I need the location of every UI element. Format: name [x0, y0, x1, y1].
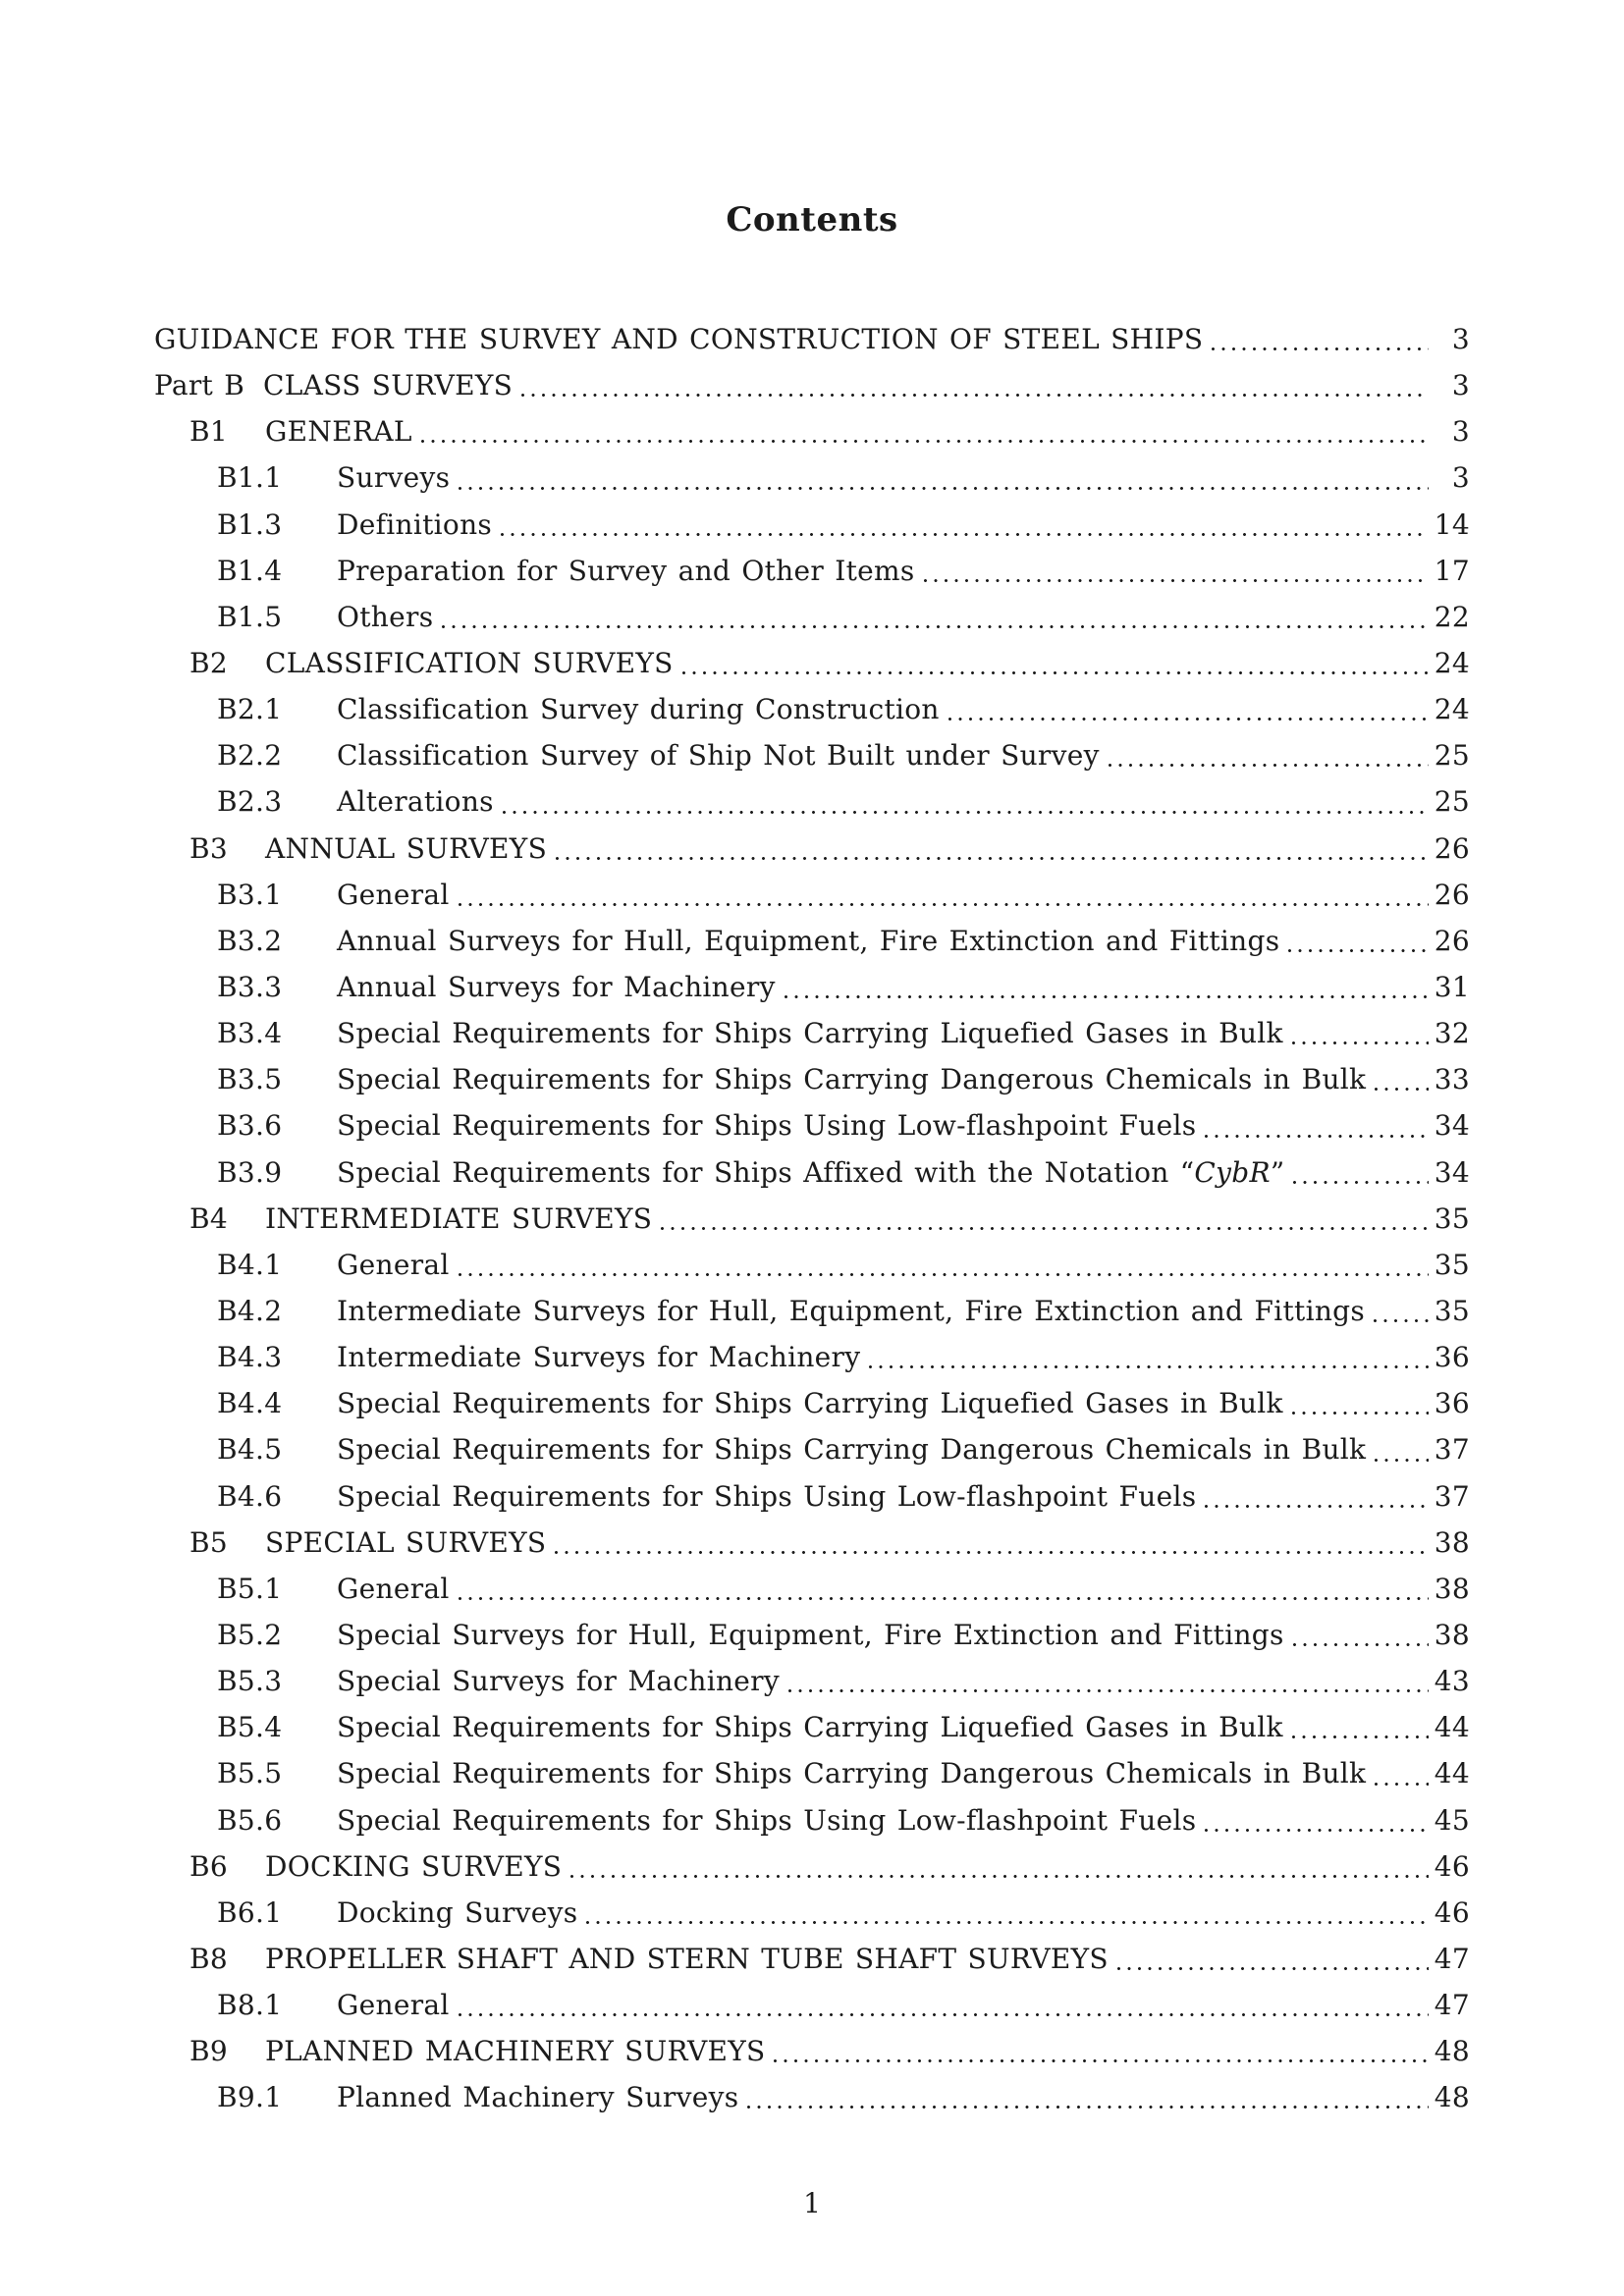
- dot-leader: [1374, 1288, 1429, 1334]
- toc-entry-title: [337, 1566, 450, 1612]
- toc-entry-number: B1.1: [217, 461, 283, 495]
- toc-entry-page: 37: [1434, 1433, 1470, 1467]
- toc-entry: [154, 594, 1470, 640]
- toc-entry-title: [337, 502, 492, 548]
- toc-entry-page: 35: [1434, 1201, 1470, 1235]
- toc-entry: [154, 640, 1470, 686]
- toc-entry-number: B3.1: [217, 878, 283, 911]
- toc-entry-title-text: Special Requirements for Ships Using Low-flashpoint Fuels: [337, 1803, 1197, 1837]
- toc-entry-number: B1.3: [217, 507, 283, 541]
- toc-entry-page: 36: [1434, 1341, 1470, 1374]
- toc-entry-page: 26: [1434, 924, 1470, 957]
- toc-entry-number: B4: [189, 1201, 228, 1235]
- toc-entry-title-text: Special Surveys for Hull, Equipment, Fire Extinction and Fittings: [337, 1618, 1284, 1651]
- toc-entry-title: [265, 640, 674, 686]
- dot-leader: [1293, 1149, 1429, 1196]
- toc-entry: [154, 1704, 1470, 1750]
- dot-leader: [1205, 1102, 1429, 1148]
- toc-entry: [154, 1890, 1470, 1936]
- toc-entry-number: B4.1: [217, 1248, 283, 1281]
- toc-entry-title: [337, 918, 1279, 964]
- toc-entry: [154, 1380, 1470, 1426]
- toc-entry-page: 25: [1434, 785, 1470, 819]
- toc-entry: [154, 2028, 1470, 2074]
- toc-entry: [154, 1982, 1470, 2028]
- toc-entry-title: [265, 826, 547, 872]
- toc-entry-page: 44: [1434, 1757, 1470, 1790]
- dot-leader: [1292, 1010, 1429, 1056]
- toc-entry: [154, 2074, 1470, 2120]
- toc-entry-page: 33: [1434, 1063, 1470, 1096]
- toc-entry-title-text: Special Requirements for Ships Carrying Dangerous Chemicals in Bulk: [337, 1757, 1367, 1790]
- toc-entry-title-text: Classification Survey of Ship Not Built under Survey: [337, 739, 1100, 773]
- toc-entry-title: [337, 1288, 1365, 1334]
- toc-entry-number: B4.5: [217, 1433, 283, 1467]
- toc-entry-page: 3: [1451, 369, 1470, 402]
- dot-leader: [521, 362, 1429, 408]
- toc-entry-title-text: Special Requirements for Ships Using Low-flashpoint Fuels: [337, 1109, 1197, 1143]
- toc-entry-number: B5.6: [217, 1803, 283, 1837]
- dot-leader: [555, 1520, 1429, 1566]
- toc-entry: [154, 826, 1470, 872]
- toc-entry-title-text: General: [337, 1989, 450, 2022]
- toc-entry: [154, 1936, 1470, 1982]
- toc-entry-title-text: Special Requirements for Ships Carrying Liquefied Gases in Bulk: [337, 1711, 1283, 1744]
- toc-entry-title-text: PROPELLER SHAFT AND STERN TUBE SHAFT SURVEYS: [265, 1942, 1109, 1975]
- toc-entry-page: 38: [1434, 1618, 1470, 1651]
- dot-leader: [1375, 1750, 1429, 1796]
- toc-entry: [154, 1566, 1470, 1612]
- toc-entry: [154, 1520, 1470, 1566]
- toc-entry-number: B1: [189, 415, 228, 449]
- toc-entry-number: B4.3: [217, 1341, 283, 1374]
- toc-entry-page: 3: [1451, 323, 1470, 355]
- toc-entry-page: 22: [1434, 600, 1470, 633]
- toc-entry-number: B4.4: [217, 1387, 283, 1420]
- toc-entry-page: 17: [1434, 554, 1470, 587]
- toc-entry-title: [337, 2074, 738, 2120]
- dot-leader: [503, 778, 1429, 825]
- toc-entry-title: [154, 316, 1203, 362]
- toc-entry-title-text: Surveys: [337, 461, 451, 495]
- dot-leader: [774, 2028, 1429, 2074]
- toc-entry-page: 43: [1434, 1665, 1470, 1698]
- toc-entry-number: B6: [189, 1849, 228, 1883]
- toc-entry-page: 14: [1434, 507, 1470, 541]
- toc-entry-page: 32: [1434, 1017, 1470, 1050]
- toc-entry-title: [337, 1242, 450, 1288]
- toc-entry-title: [337, 686, 940, 732]
- toc-entry-page: 24: [1434, 693, 1470, 726]
- toc-entry-page: 46: [1434, 1896, 1470, 1929]
- dot-leader: [459, 454, 1429, 501]
- toc-entry-title-text: CLASSIFICATION SURVEYS: [265, 646, 674, 679]
- toc-entry-title-text: Classification Survey during Construction: [337, 693, 940, 726]
- toc-entry-title: [265, 1520, 546, 1566]
- toc-entry-number: B3.4: [217, 1017, 283, 1050]
- toc-entry: [154, 1288, 1470, 1334]
- dot-leader: [501, 502, 1429, 548]
- toc-entry-title: [337, 1750, 1366, 1796]
- dot-leader: [459, 1566, 1429, 1612]
- dot-leader: [869, 1334, 1429, 1380]
- toc-entry-number: B5.4: [217, 1711, 283, 1744]
- toc-entry-number: B2.2: [217, 739, 283, 773]
- toc-entry-title: [337, 1380, 1283, 1426]
- toc-entry-page: 3: [1451, 461, 1470, 495]
- toc-entry-title: [337, 454, 450, 501]
- toc-entry: [154, 1426, 1470, 1472]
- toc-entry-number: B3: [189, 831, 228, 865]
- toc-entry-title-text: Annual Surveys for Machinery: [337, 970, 776, 1003]
- toc-entry-title-text: Intermediate Surveys for Machinery: [337, 1341, 861, 1374]
- toc-entry: [154, 1612, 1470, 1658]
- dot-leader: [948, 686, 1429, 732]
- toc-entry-title-text: Preparation for Survey and Other Items: [337, 554, 915, 587]
- toc-entry-page: 44: [1434, 1711, 1470, 1744]
- toc-entry-title-text: Docking Surveys: [337, 1896, 578, 1929]
- toc-entry-title: [337, 778, 494, 825]
- dot-leader: [1375, 1426, 1429, 1472]
- toc-entry-number: B4.2: [217, 1294, 283, 1327]
- toc-entry: [154, 1658, 1470, 1704]
- toc-entry-page: 35: [1434, 1248, 1470, 1281]
- toc-entry-number: B3.3: [217, 970, 283, 1003]
- toc-entry-title-text: Planned Machinery Surveys: [337, 2081, 739, 2114]
- toc-entry-title: [337, 548, 915, 594]
- toc-entry-title: [265, 1843, 562, 1890]
- toc-entry-title-text: GENERAL: [265, 415, 412, 449]
- dot-leader: [459, 872, 1429, 918]
- toc-entry-page: 26: [1434, 878, 1470, 911]
- toc-entry-title-text: CLASS SURVEYS: [263, 369, 514, 402]
- toc-entry-title: [337, 732, 1100, 778]
- toc-entry-page: 46: [1434, 1849, 1470, 1883]
- toc-entry: [154, 362, 1470, 408]
- toc-entry-title-text: General: [337, 878, 450, 911]
- dot-leader: [421, 408, 1429, 454]
- toc-entry-page: 34: [1434, 1109, 1470, 1143]
- toc-entry-title-italic: CybR: [1194, 1155, 1271, 1189]
- toc-entry: [154, 918, 1470, 964]
- toc-entry-title-text: PLANNED MACHINERY SURVEYS: [265, 2035, 766, 2068]
- toc-entry-title: [337, 1797, 1196, 1843]
- toc-entry-page: 24: [1434, 646, 1470, 679]
- toc-entry-title: [337, 1982, 450, 2028]
- toc-entry-page: 45: [1434, 1803, 1470, 1837]
- toc-entry-title: [265, 1196, 652, 1242]
- toc-entry-title: [337, 1612, 1284, 1658]
- toc-entry: [154, 1334, 1470, 1380]
- toc-entry-title-text: SPECIAL SURVEYS: [265, 1525, 547, 1559]
- toc-entry-title-text: Others: [337, 600, 434, 633]
- toc-entry-title: [337, 1426, 1366, 1472]
- dot-leader: [1205, 1473, 1429, 1520]
- toc-entry: [154, 548, 1470, 594]
- toc-entry-title-text: Special Requirements for Ships Using Low-flashpoint Fuels: [337, 1479, 1197, 1513]
- toc-entry-title: [337, 964, 776, 1010]
- toc-entry-page: 26: [1434, 831, 1470, 865]
- toc-entry-title-text: ANNUAL SURVEYS: [265, 831, 548, 865]
- toc-entry-number: B8: [189, 1942, 228, 1975]
- toc-entry: [154, 1750, 1470, 1796]
- toc-entry-title-text: General: [337, 1572, 450, 1605]
- toc-entry-title-text: GUIDANCE FOR THE SURVEY AND CONSTRUCTION OF STEEL SHIPS: [154, 323, 1204, 355]
- toc-entry: [154, 1242, 1470, 1288]
- toc-entry-title: [337, 1704, 1283, 1750]
- toc-entry: [154, 408, 1470, 454]
- toc-entry-page: 38: [1434, 1525, 1470, 1559]
- dot-leader: [1288, 918, 1429, 964]
- toc-entry-title: [265, 408, 412, 454]
- toc-entry: [154, 778, 1470, 825]
- toc-entry-number: B5: [189, 1525, 228, 1559]
- toc-entry-number: B2: [189, 646, 228, 679]
- toc-entry-number: Part B: [154, 369, 245, 402]
- toc-entry: [154, 1473, 1470, 1520]
- toc-entry-title: [337, 1010, 1283, 1056]
- toc-entry: [154, 316, 1470, 362]
- toc-entry-title: [337, 1890, 577, 1936]
- dot-leader: [442, 594, 1429, 640]
- dot-leader: [1292, 1704, 1429, 1750]
- toc-entry-title-text: General: [337, 1248, 450, 1281]
- toc-entry-number: B1.4: [217, 554, 283, 587]
- toc-entry: [154, 1056, 1470, 1102]
- toc-entry-page: 47: [1434, 1989, 1470, 2022]
- toc-entry-title: [337, 872, 450, 918]
- toc-entry-number: B2.3: [217, 785, 283, 819]
- dot-leader: [586, 1890, 1429, 1936]
- toc-entry-title: [337, 1102, 1196, 1148]
- toc-entry-number: B3.6: [217, 1109, 283, 1143]
- toc-entry-title: [265, 1936, 1109, 1982]
- toc-entry-page: 31: [1434, 970, 1470, 1003]
- toc-entry-number: B3.2: [217, 924, 283, 957]
- toc-entry-title-text: Special Requirements for Ships Affixed with the Notation “: [337, 1155, 1195, 1189]
- toc-entry-number: B5.5: [217, 1757, 283, 1790]
- toc-entry-title-text: Intermediate Surveys for Hull, Equipment, Fire Extinction and Fittings: [337, 1294, 1366, 1327]
- toc-entry: [154, 732, 1470, 778]
- toc-entry-title-text: Special Requirements for Ships Carrying Dangerous Chemicals in Bulk: [337, 1433, 1367, 1467]
- toc-entry-number: B8.1: [217, 1989, 283, 2022]
- toc-entry-page: 25: [1434, 739, 1470, 773]
- toc-entry-title-suffix: ”: [1270, 1155, 1285, 1189]
- dot-leader: [1205, 1797, 1429, 1843]
- toc-entry-title: [337, 594, 433, 640]
- page-title: Contents: [726, 200, 898, 240]
- toc-entry-title: [337, 1056, 1366, 1102]
- toc-entry-number: B5.1: [217, 1572, 283, 1605]
- dot-leader: [556, 826, 1429, 872]
- dot-leader: [661, 1196, 1429, 1242]
- toc-entry-title: [337, 1473, 1196, 1520]
- toc-entry-number: B5.2: [217, 1618, 283, 1651]
- toc-entry: [154, 1010, 1470, 1056]
- toc-entry-title-text: Special Requirements for Ships Carrying Liquefied Gases in Bulk: [337, 1017, 1283, 1050]
- toc-entry-number: B4.6: [217, 1479, 283, 1513]
- toc-entry-number: B5.3: [217, 1665, 283, 1698]
- dot-leader: [459, 1982, 1429, 2028]
- dot-leader: [1117, 1936, 1429, 1982]
- toc-entry-page: 48: [1434, 2035, 1470, 2068]
- toc-entry-title: [263, 362, 513, 408]
- toc-entry-page: 38: [1434, 1572, 1470, 1605]
- toc-entry-number: B2.1: [217, 693, 283, 726]
- toc-entry-number: B3.5: [217, 1063, 283, 1096]
- toc-entry-title-text: Special Requirements for Ships Carrying Liquefied Gases in Bulk: [337, 1387, 1283, 1420]
- toc-entry-title-text: Special Surveys for Machinery: [337, 1665, 780, 1698]
- dot-leader: [682, 640, 1429, 686]
- toc-entry: [154, 1149, 1470, 1196]
- toc-entry-title-text: INTERMEDIATE SURVEYS: [265, 1201, 653, 1235]
- dot-leader: [785, 964, 1429, 1010]
- dot-leader: [788, 1658, 1429, 1704]
- toc-entry-page: 34: [1434, 1155, 1470, 1189]
- toc-entry-title-text: Alterations: [337, 785, 494, 819]
- toc-entry-page: 48: [1434, 2081, 1470, 2114]
- toc-entry: [154, 686, 1470, 732]
- toc-entry-page: 36: [1434, 1387, 1470, 1420]
- toc-entry: [154, 964, 1470, 1010]
- toc-entry: [154, 872, 1470, 918]
- dot-leader: [747, 2074, 1429, 2120]
- toc-entry-page: 37: [1434, 1479, 1470, 1513]
- dot-leader: [1292, 1380, 1429, 1426]
- toc-entry-title-text: Definitions: [337, 507, 493, 541]
- toc-entry-number: B3.9: [217, 1155, 283, 1189]
- toc-entry-number: B6.1: [217, 1896, 283, 1929]
- toc-entry-title: [337, 1149, 1284, 1196]
- toc-entry-title-text: Annual Surveys for Hull, Equipment, Fire Extinction and Fittings: [337, 924, 1280, 957]
- toc-entry: [154, 454, 1470, 501]
- toc-entry: [154, 502, 1470, 548]
- table-of-contents: [154, 316, 1470, 2120]
- toc-entry: [154, 1797, 1470, 1843]
- toc-entry-number: B9.1: [217, 2081, 283, 2114]
- dot-leader: [1375, 1056, 1429, 1102]
- toc-entry-number: B1.5: [217, 600, 283, 633]
- toc-entry-number: B9: [189, 2035, 228, 2068]
- toc-entry: [154, 1196, 1470, 1242]
- toc-entry-title-text: DOCKING SURVEYS: [265, 1849, 563, 1883]
- dot-leader: [1212, 316, 1429, 362]
- toc-entry-page: 3: [1451, 415, 1470, 449]
- dot-leader: [1293, 1612, 1429, 1658]
- dot-leader: [459, 1242, 1429, 1288]
- toc-entry: [154, 1843, 1470, 1890]
- toc-entry-page: 35: [1434, 1294, 1470, 1327]
- toc-entry: [154, 1102, 1470, 1148]
- dot-leader: [570, 1843, 1429, 1890]
- toc-entry-page: 47: [1434, 1942, 1470, 1975]
- toc-entry-title: [337, 1658, 780, 1704]
- footer-page-number: 1: [803, 2187, 821, 2219]
- toc-entry-title-text: Special Requirements for Ships Carrying Dangerous Chemicals in Bulk: [337, 1063, 1367, 1096]
- dot-leader: [924, 548, 1429, 594]
- dot-leader: [1109, 732, 1429, 778]
- toc-entry-title: [265, 2028, 765, 2074]
- toc-entry-title: [337, 1334, 860, 1380]
